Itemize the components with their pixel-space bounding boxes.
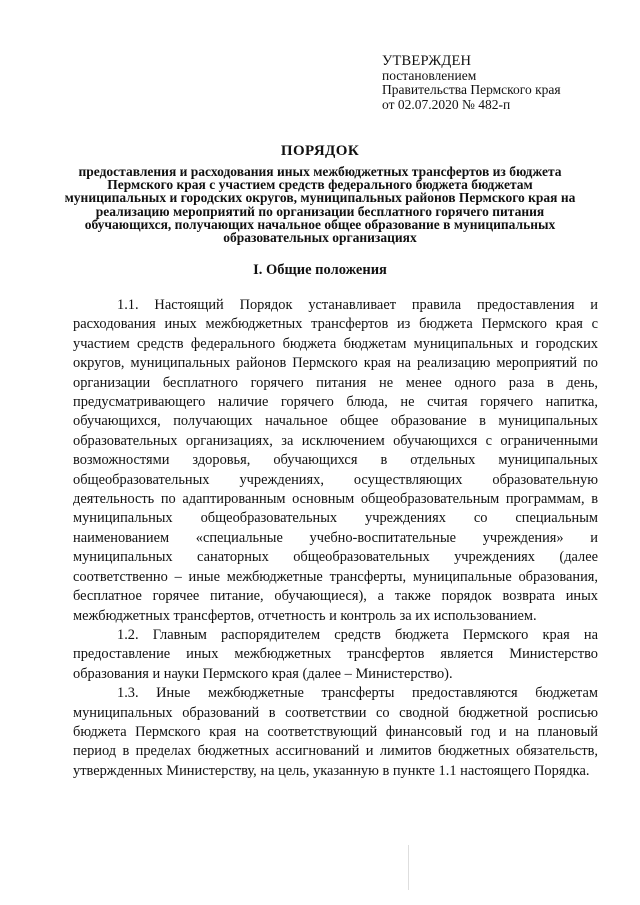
approval-line: Правительства Пермского края	[382, 82, 561, 97]
document-subtitle: предоставления и расходования иных межбюджетных трансфертов из бюджета Пермского края с участием средств федерального бюджета бюджетам муниципальных и городских округов, муниципальных районов Пермского края на реализацию мероприятий по организации бесплатного горячего питания обучающихся, получающих начальное общее образование в муниципальных образовательных организациях	[64, 164, 576, 246]
approval-line: от 02.07.2020 № 482-п	[382, 96, 511, 112]
paragraph-1-1: 1.1. Настоящий Порядок устанавливает правила предоставления и расходования иных межбюджетных трансфертов из бюджета Пермского края с участием средств федерального бюджета бюджетам муниципальных и городских округов, муниципальных районов Пермского края на реализацию мероприятий по организации бесплатного горячего питания не менее одного раза в день, предусматривающего наличие горячего блюда, не считая горячего напитка, обучающихся, получающих начальное общее образование в муниципальных образовательных организациях, за исключением обучающихся с ограниченными возможностями здоровья, обучающихся в отдельных муниципальных общеобразовательных учреждениях, осуществляющих образовательную деятельность по адаптированным основным общеобразовательным программам, в муниципальных общеобразовательных учреждениях со специальным наименованием «специальные учебно-воспитательные учреждения» и муниципальных санаторных общеобразовательных учреждениях (далее соответственно – иные межбюджетные трансферты, муниципальные образования, бесплатное горячее питание, обучающиеся), а также порядок возврата иных межбюджетных трансфертов, отчетность и контроль за их использованием.	[73, 297, 598, 624]
approval-stamp	[382, 54, 561, 112]
document-body	[73, 296, 598, 781]
approval-heading: УТВЕРЖДЕН	[382, 53, 472, 69]
paragraph-1-3: 1.3. Иные межбюджетные трансферты предоставляются бюджетам муниципальных образований в соответствии со сводной бюджетной росписью бюджета Пермского края на соответствующий финансовый год и на плановый период в пределах бюджетных ассигнований и лимитов бюджетных обязательств, утвержденных Министерству, на цель, указанную в пункте 1.1 настоящего Порядка.	[73, 685, 598, 779]
scan-artifact-line	[408, 845, 409, 890]
document-title: ПОРЯДОК	[280, 143, 360, 159]
section-heading: I. Общие положения	[253, 262, 387, 278]
approval-line: постановлением	[382, 67, 477, 83]
paragraph-1-2: 1.2. Главным распорядителем средств бюджета Пермского края на предоставление иных межбюджетных трансфертов является Министерство образования и науки Пермского края (далее – Министерство).	[73, 626, 598, 682]
